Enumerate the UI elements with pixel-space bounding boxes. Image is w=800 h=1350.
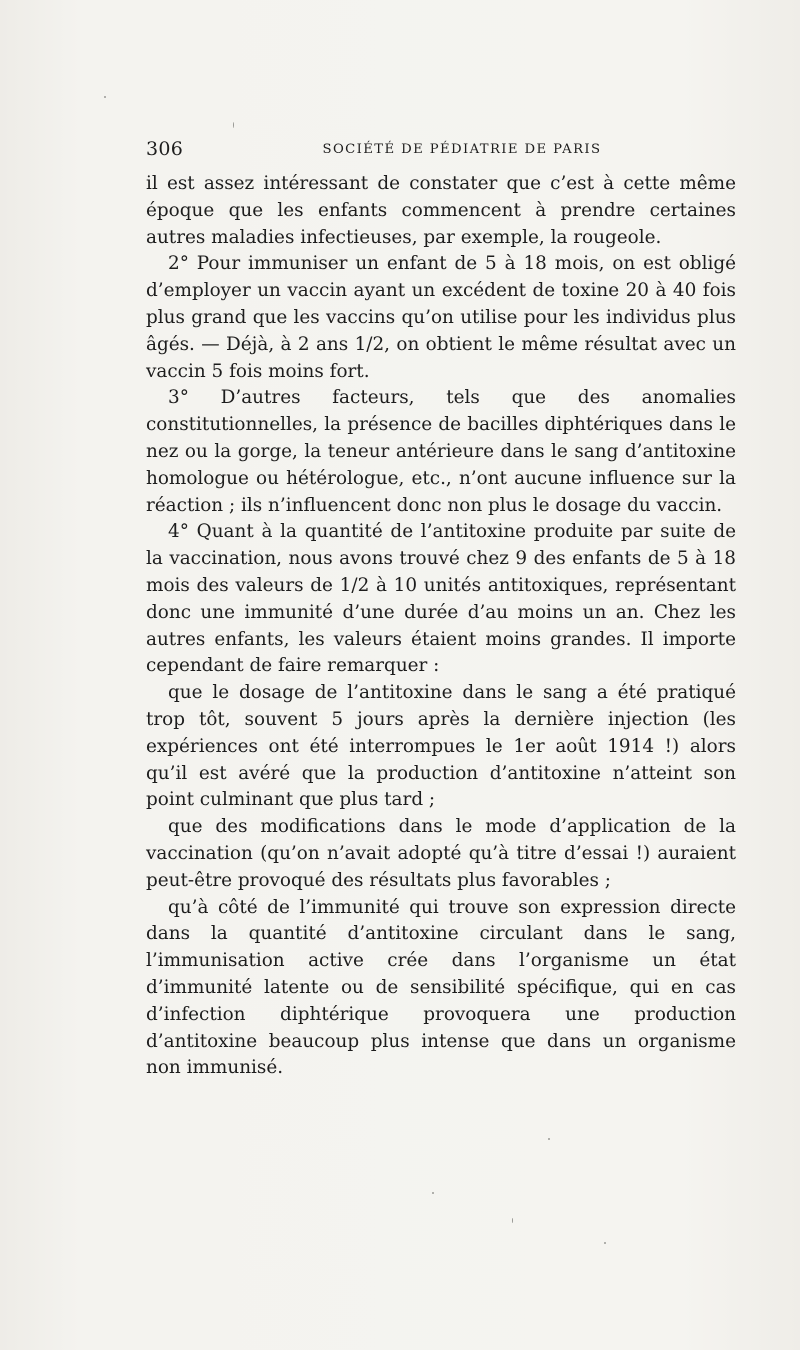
paper-speck: [432, 1192, 434, 1194]
paragraph-remark-2: que des modifications dans le mode d’application de la vaccination (qu’on n’avait adopté qu’à titre d’essai !) auraient peut-être provoqué des résultats plus favorables ;: [146, 816, 736, 891]
paper-speck: [604, 1242, 606, 1244]
paper-speck: [512, 1218, 513, 1223]
paper-speck: [104, 96, 106, 98]
body-text: [146, 171, 736, 1082]
paragraph-remark-3: qu’à côté de l’immunité qui trouve son expression directe dans la quantité d’antitoxine circulant dans le sang, l’immunisation active crée dans l’organisme un état d’immunité latente ou de sensibilité spécifique, qui en cas d’infection diphtérique provoquera une production d’antitoxine beaucoup plus intense que dans un organisme non immunisé.: [146, 896, 736, 1079]
paragraph-continuation: il est assez intéressant de constater que c’est à cette même époque que les enfants commencent à prendre certaines autres maladies infectieuses, par exemple, la rougeole.: [146, 173, 736, 248]
page-header: [146, 138, 736, 164]
paper-speck: [233, 122, 234, 128]
paper-speck: [548, 1138, 550, 1140]
paragraph-point-3: 3° D’autres facteurs, tels que des anomalies constitutionnelles, la présence de bacilles diphtériques dans le nez ou la gorge, la teneur antérieure dans le sang d’antitoxine homologue ou hétérologue, etc., n’ont aucune influence sur la réaction ; ils n’influencent donc non plus le dosage du vaccin.: [146, 387, 736, 516]
paragraph-remark-1: que le dosage de l’antitoxine dans le sang a été pratiqué trop tôt, souvent 5 jours après la dernière injection (les expériences ont été interrompues le 1er août 1914 !) alors qu’il est avéré que la production d’antitoxine n’atteint son point culminant que plus tard ;: [146, 682, 736, 811]
paragraph-point-2: 2° Pour immuniser un enfant de 5 à 18 mois, on est obligé d’employer un vaccin ayant un excédent de toxine 20 à 40 fois plus grand que les vaccins qu’on utilise pour les individus plus âgés. — Déjà, à 2 ans 1/2, on obtient le même résultat avec un vaccin 5 fois moins fort.: [146, 253, 736, 382]
running-title: SOCIÉTÉ DE PÉDIATRIE DE PARIS: [322, 142, 602, 157]
paragraph-point-4: 4° Quant à la quantité de l’antitoxine produite par suite de la vaccination, nous avons trouvé chez 9 des enfants de 5 à 18 mois des valeurs de 1/2 à 10 unités antitoxiques, représentant donc une immunité d’une durée d’au moins un an. Chez les autres enfants, les valeurs étaient moins grandes. Il importe cependant de faire remarquer :: [146, 521, 736, 677]
page-number: 306: [146, 138, 184, 160]
